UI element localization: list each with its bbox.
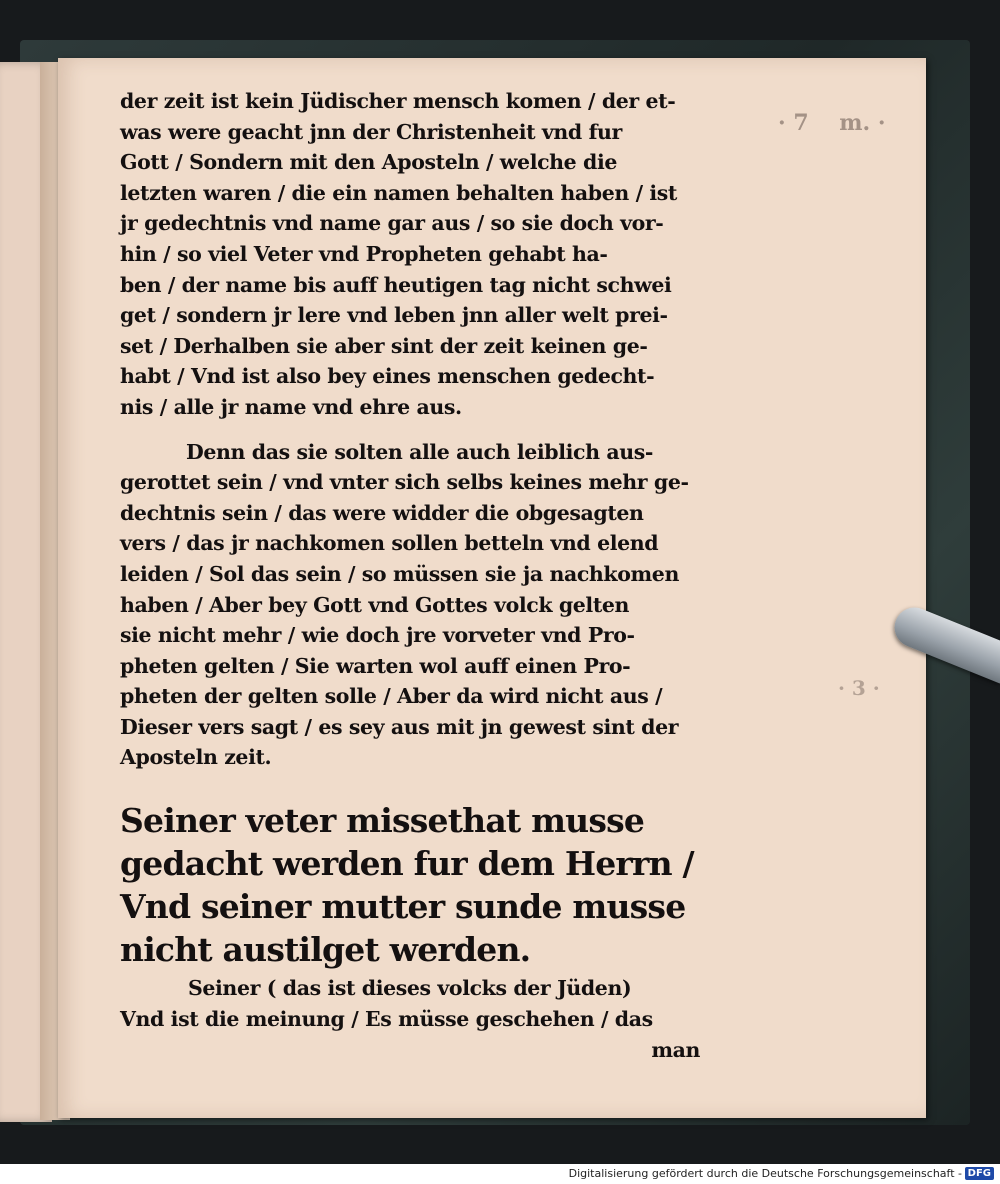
text-line: habt / Vnd ist also bey eines menschen gedecht-: [120, 364, 655, 389]
text-line: ben / der name bis auff heutigen tag nicht schwei: [120, 272, 672, 297]
page-text: [120, 86, 700, 1066]
text-line: vers / das jr nachkomen sollen betteln vnd elend: [120, 531, 659, 556]
text-line: pheten der gelten solle / Aber da wird nicht aus /: [120, 684, 663, 709]
verse-line: Seiner veter missethat musse: [120, 801, 645, 841]
text-line: haben / Aber bey Gott vnd Gottes volck gelten: [120, 592, 630, 617]
funding-credit: Digitalisierung gefördert durch die Deutsche Forschungsgemeinschaft -: [568, 1167, 962, 1180]
text-line: leiden / Sol das sein / so müssen sie ja nachkomen: [120, 561, 679, 586]
text-line: Vnd ist die meinung / Es müsse geschehen / das: [120, 1007, 653, 1032]
text-line: der zeit ist kein Jüdischer mensch komen / der et-: [120, 89, 676, 113]
text-line: Denn das sie solten alle auch leiblich aus-: [186, 439, 653, 464]
text-line: jr gedechtnis vnd name gar aus / so sie doch vor-: [120, 211, 664, 236]
footer-bar: [0, 1164, 1000, 1184]
dfg-logo: DFG: [965, 1167, 994, 1180]
text-line: was were geacht jnn der Christenheit vnd fur: [120, 119, 622, 144]
text-line: hin / so viel Veter vnd Propheten gehabt ha-: [120, 241, 608, 266]
commentary: [120, 973, 700, 1066]
bible-verse: [120, 799, 700, 971]
paragraph-2: [120, 437, 700, 774]
text-line: letzten waren / die ein namen behalten haben / ist: [120, 180, 678, 205]
verse-line: Vnd seiner mutter sunde musse: [120, 887, 686, 927]
paragraph-1: [120, 86, 700, 423]
text-line: Gott / Sondern mit den Aposteln / welche die: [120, 150, 618, 175]
text-line: sie nicht mehr / wie doch jre vorveter vnd Pro-: [120, 623, 635, 648]
book-page: [58, 58, 926, 1118]
text-line: dechtnis sein / das were widder die obgesagten: [120, 500, 644, 525]
verse-line: gedacht werden fur dem Herrn /: [120, 844, 694, 884]
catchword: man: [651, 1038, 700, 1063]
text-line: nis / alle jr name vnd ehre aus.: [120, 394, 462, 419]
bleed-through-mark: · 3 ·: [838, 676, 880, 700]
text-line: Dieser vers sagt / es sey aus mit jn gewest sint der: [120, 714, 679, 739]
verse-line: nicht austilget werden.: [120, 930, 531, 970]
text-line: Aposteln zeit.: [120, 745, 272, 770]
bleed-through-mark: · 7 m. ·: [778, 110, 886, 136]
text-line: pheten gelten / Sie warten wol auff einen Pro-: [120, 653, 631, 678]
text-line: gerottet sein / vnd vnter sich selbs keines mehr ge-: [120, 470, 689, 495]
text-line: Seiner ( das ist dieses volcks der Jüden): [188, 976, 632, 1001]
text-line: set / Derhalben sie aber sint der zeit keinen ge-: [120, 333, 648, 358]
text-line: get / sondern jr lere vnd leben jnn aller welt prei-: [120, 303, 668, 328]
